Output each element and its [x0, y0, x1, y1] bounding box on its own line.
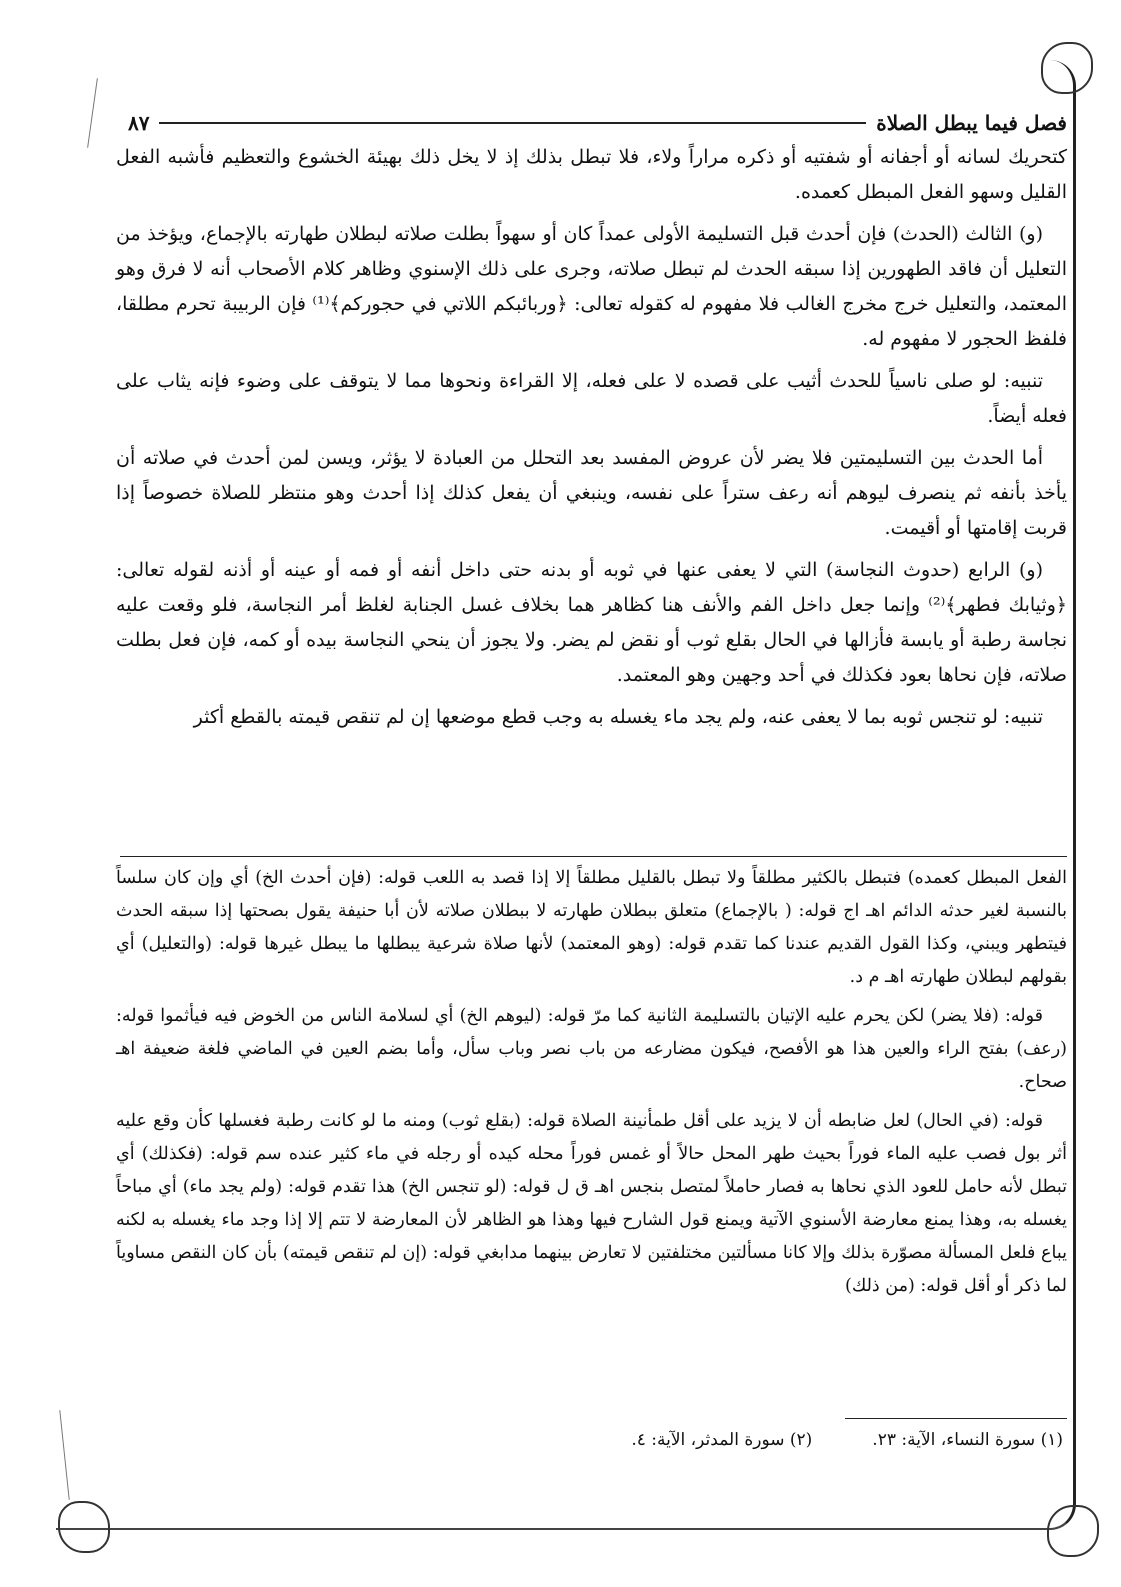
corner-ornament: [1047, 1505, 1099, 1557]
commentary-text: [116, 862, 1067, 1309]
footnote-rule: [845, 1418, 1067, 1419]
paragraph: كتحريك لسانه أو أجفانه أو شفتيه أو ذكره مراراً ولاء، فلا تبطل بذلك إذ لا يخل ذلك بهيئة الخشوع والتعظيم فأشبه الفعل القليل وسهو الفعل المبطل كعمده.: [116, 146, 1067, 203]
running-header: [128, 106, 1067, 140]
paragraph: تنبيه: لو صلى ناسياً للحدث أثيب على قصده لا على فعله، إلا القراءة ونحوها مما لا يتوقف على وضوء فإنه يثاب على فعله أيضاً.: [116, 370, 1067, 427]
footnote: (١) سورة النساء، الآية: ٢٣.: [872, 1430, 1063, 1450]
corner-ornament: [58, 1501, 110, 1553]
commentary-separator: [120, 856, 1067, 857]
paragraph: (و) الثالث (الحدث) فإن أحدث قبل التسليمة الأولى عمداً كان أو سهواً بطلت صلاته لبطلان طهارته بالإجماع، ويؤخذ من التعليل أن فاقد الطهورين إذا سبقه الحدث لم تبطل صلاته، وجرى على ذلك الإسنوي وظاهر كلام الأصحاب أنه لا فرق وهو المعتمد، والتعليل خرج مخرج الغالب فلا مفهوم له كقوله تعالى: ﴿وربائبكم اللاتي في حجوركم﴾⁽¹⁾ فإن الربيبة تحرم مطلقا، فلفظ الحجور لا مفهوم له.: [116, 223, 1067, 350]
main-text: [116, 140, 1067, 742]
footnote: (٢) سورة المدثر، الآية: ٤.: [631, 1430, 813, 1450]
commentary-paragraph: قوله: (فلا يضر) لكن يحرم عليه الإتيان بالتسليمة الثانية كما مرّ قوله: (ليوهم الخ) أي لسلامة الناس من الخوض فيه فيأثموا قوله: (رعف) بفتح الراء والعين هذا هو الأفصح، فيكون مضارعه من باب نصر وباب سأل، وأما بضم العين في الماضي فلغة ضعيفة اهـ صحاح.: [116, 1006, 1067, 1092]
chapter-title: فصل فيما يبطل الصلاة: [876, 111, 1067, 135]
corner-ornament: [1041, 42, 1093, 94]
footnotes: [400, 1430, 1063, 1450]
paragraph: تنبيه: لو تنجس ثوبه بما لا يعفى عنه، ولم يجد ماء يغسله به وجب قطع موضعها إن لم تنقص قيمته بالقطع أكثر: [193, 706, 1043, 728]
commentary-paragraph: الفعل المبطل كعمده) فتبطل بالكثير مطلقاً ولا تبطل بالقليل مطلقاً إلا إذا قصد به اللعب قوله: (فإن أحدث الخ) أي وإن كان سلساً بالنسبة لغير حدثه الدائم اهـ اج قوله: ( بالإجماع) متعلق ببطلان طهارته لا ببطلان صلاته لأن أبا حنيفة يقول بصحتها إذا سبقه الحدث فيتطهر ويبني، وكذا القول القديم عندنا كما تقدم قوله: (وهو المعتمد) لأنها صلاة شرعية يبطلها ما يبطل غيرها قوله: (والتعليل) أي بقولهم لبطلان طهارته اهـ م د.: [116, 868, 1067, 987]
paragraph: (و) الرابع (حدوث النجاسة) التي لا يعفى عنها في ثوبه أو بدنه حتى داخل أنفه أو فمه أو عينه أو أذنه لقوله تعالى: ﴿وثيابك فطهر﴾⁽²⁾ وإنما جعل داخل الفم والأنف هنا كظاهر هما بخلاف غسل الجنابة لغلظ أمر النجاسة، فلو وقعت عليه نجاسة رطبة أو يابسة فأزالها في الحال بقلع ثوب أو نقض لم يضر. ولا يجوز أن ينحي النجاسة بيده أو كمه، فإن فعل بطلت صلاته، فإن نحاها بعود فكذلك في أحد وجهين وهو المعتمد.: [116, 559, 1068, 686]
commentary-paragraph: قوله: (في الحال) لعل ضابطه أن لا يزيد على أقل طمأنينة الصلاة قوله: (بقلع ثوب) ومنه ما لو كانت رطبة فغسلها كأن وقع عليه أثر بول فصب عليه الماء فوراً بحيث طهر المحل حالاً أو غمس فوراً محله كيده أو رجله في ماء كثير عنده سم قوله: (فكذلك) أي تبطل لأنه حامل للعود الذي نحاها به فصار حاملاً لمتصل بنجس اهـ ق ل قوله: (لو تنجس الخ) هذا تقدم قوله: (ولم يجد ماء) أي مباحاً يغسله به، وهذا يمنع معارضة الأسنوي الآتية ويمنع قول الشارح فيها وهذا هو الظاهر لأن المعارضة لا تتم إلا إذا وجد ماء يغسله به لكنه يباع فلعل المسألة مصوّرة بذلك وإلا كانا مسألتين مختلفتين لا تعارض بينهما مدابغي قوله: (إن لم تنقص قيمته) بأن كان النقص مساوياً لما ذكر أو أقل قوله: (من ذلك): [116, 1111, 1067, 1296]
page-number: ٨٧: [128, 111, 150, 135]
header-rule: [159, 122, 866, 124]
paragraph: أما الحدث بين التسليمتين فلا يضر لأن عروض المفسد بعد التحلل من العبادة لا يؤثر، ويسن لمن أحدث في صلاته أن يأخذ بأنفه ثم ينصرف ليوهم أنه رعف ستراً على نفسه، وينبغي أن يفعل كذلك إذا أحدث وهو منتظر للصلاة خصوصاً إذا قربت إقامتها أو أقيمت.: [116, 447, 1067, 539]
